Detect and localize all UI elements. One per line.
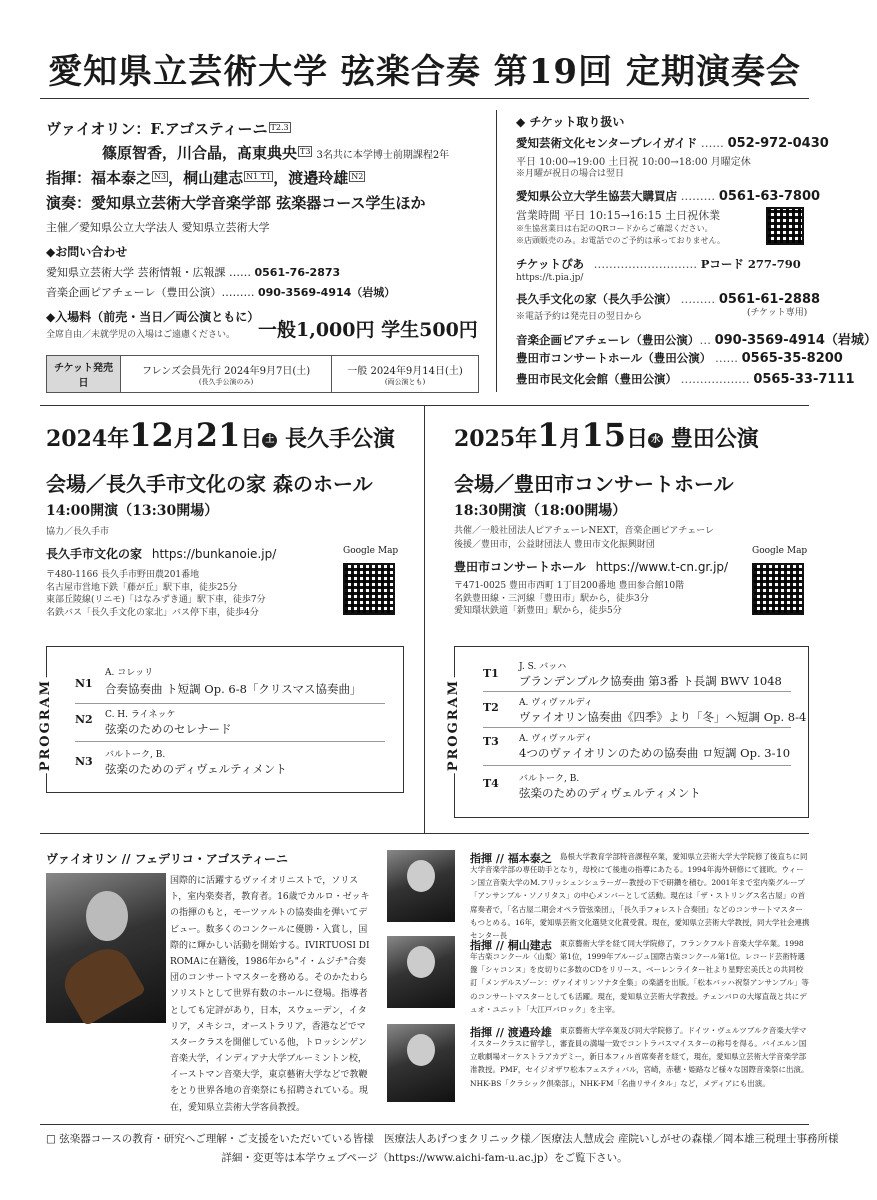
ticket-pia-url[interactable]: https://t.pia.jp/ (516, 273, 584, 283)
bio-fukumoto-heading: 指揮 // 福本泰之 (470, 852, 552, 865)
program-item-composer: A. ヴィヴァルディ (519, 734, 593, 744)
ticket-nagakute-note2: (チケット専用) (747, 308, 808, 318)
ticket-nagakute-note: ※電話予約は発売日の翌日から (516, 312, 643, 322)
program-item-work: 4つのヴァイオリンのための協奏曲 ロ短調 Op. 3-10 (519, 746, 791, 760)
bio-agostini-text-top: 国際的に活躍するヴァイオリニストで，ソリスト，室内楽奏者，教育者。16歳でカルロ・ゼッキの指揮のもと，モーツァルトの協奏曲を弾いてデビュー。数多くのコンクールに優勝・入賞し，国際的に輝かしい活動を開始する。IVIRTUOSI DI ROMAに在籍後，1986年から"イ・ムジチ"合奏団のコンサートマスターを務める。そのかたわらソリストとして世界有数のホールに登場。指導者としても定評があり，日本，スウェーデン，イタリア，メキシコ，オーストラリア，香港などでマスタークラスを開催している他，トロッシンゲン音楽大学，インディアナ大学ブルーミントン校，イーストマン音楽大学，東京藝術大学などで教鞭をとり世界各地の音楽祭にも招聘されている。現在，愛知県立芸術大学客員教授。 (170, 876, 370, 1113)
inquiry-row-piacere: 音楽企画ピアチェーレ（豊田公演）……… 090-3569-4914（岩城） (46, 286, 396, 299)
nagakute-map-label: Google Map (343, 546, 399, 556)
ticket-piacere: 音楽企画ピアチェーレ（豊田公演）… 090-3569-4914（岩城） (516, 333, 877, 348)
program-item-num: T2 (483, 701, 499, 714)
toyota-venue: 会場／豊田市コンサートホール (454, 472, 734, 496)
toyota-time: 18:30開演（18:00開場） (454, 503, 627, 519)
nagakute-venue: 会場／長久手市文化の家 森のホール (46, 472, 373, 496)
nagakute-support: 協力／長久手市 (46, 527, 110, 537)
program-item-composer: A. コレッリ (105, 668, 154, 678)
program-box-toyota (446, 646, 809, 818)
ticket-pia: チケットぴあ ……………………… Pコード 277-790 (516, 257, 801, 271)
bio-kiriyama-heading: 指揮 // 桐山建志 (470, 939, 552, 952)
ticket-toyota-civic: 豊田市民文化会館（豊田公演） ……………… 0565-33-7111 (516, 372, 855, 387)
ticket-sale-general: 一般 2024年9月14日(土) (両公演とも) (332, 356, 479, 393)
program-item-work: 弦楽のためのディヴェルティメント (105, 762, 287, 776)
bio-fukumoto-text: 島根大学教育学部特音課程卒業，愛知県立芸術大学大学院修了後直ちに同大学音楽学部の専任助手となり，母校にて後進の指導にあたる。1994年海外研修にて渡欧。ウィーン国立音楽大学のM.フリッシェンシュラーガー教授の下で研鑽を積む。2001年まで室内楽グループ「アンサンブル・ソノリタス」の中心メンバーとして活動。現在は「ザ・ストリングス名古屋」の首席奏者で，「名古屋二期会オペラ管弦楽団」，「長久手フォレスト合奏団」などのコンサートマスターもつとめる。16年，愛知県芸術文化選奨文化賞受賞。現在，愛知県立芸術大学教授，同大学社会連携センター長 (470, 852, 810, 940)
program-item-work: ヴァイオリン協奏曲《四季》より「冬」ヘ短調 Op. 8-4 (519, 710, 807, 724)
nagakute-date: 2024年12月21日 土 長久手公演 (46, 416, 396, 454)
program-item-num: N2 (75, 713, 93, 726)
ticket-sale-friends: フレンズ会員先行 2024年9月7日(土) (長久手公演のみ) (121, 356, 332, 393)
tickets-heading: ◆ チケット取り扱い (516, 115, 625, 129)
nagakute-map-qr[interactable] (343, 563, 395, 615)
fukumoto-photo (387, 850, 455, 922)
toyota-map-label: Google Map (752, 546, 808, 556)
nagakute-time: 14:00開演（13:30開場） (46, 503, 219, 519)
admission-note: 全席自由／未就学児の入場はご遠慮ください。 (46, 330, 236, 340)
bio-agostini-heading: ヴァイオリン // フェデリコ・アゴスティーニ (46, 852, 289, 866)
ensemble: 演奏：愛知県立芸術大学音楽学部 弦楽器コース学生ほか (46, 194, 426, 212)
program-item-work: 弦楽のためのディヴェルティメント (519, 786, 701, 800)
inquiry-row-university: 愛知県立芸術大学 芸術情報・広報課 …… 0561-76-2873 (46, 266, 341, 279)
footer-divider (40, 1124, 809, 1125)
admission-heading: ◆入場料（前売・当日／両公演ともに） (46, 310, 260, 324)
program-divider (483, 691, 791, 692)
kiriyama-photo (387, 936, 455, 1008)
conductors: 指揮：福本泰之 $^{N3}$ ，桐山建志 $^{N1 T1}$ ，渡邉玲雄 $^{N2}$ (46, 169, 364, 187)
toyota-support2: 後援／豊田市，公益財団法人 豊田市文化振興財団 (454, 540, 655, 550)
program-box-nagakute (38, 646, 404, 793)
toyota-hall-link[interactable]: 豊田市コンサートホール https://www.t-cn.gr.jp/ (454, 560, 729, 574)
toyota-support1: 共催／一般社団法人ピアチェーレNEXT，音楽企画ピアチェーレ (454, 526, 714, 536)
toyota-map-qr[interactable] (752, 563, 804, 615)
toyota-date: 2025年1月15日 水 豊田公演 (454, 416, 759, 454)
program-label: PROGRAM (38, 679, 53, 772)
program-divider (483, 765, 791, 766)
program-item-num: T4 (483, 777, 499, 790)
program-item-composer: A. ヴィヴァルディ (519, 698, 593, 708)
inquiry-heading: ◆お問い合わせ (46, 245, 128, 259)
top-column-divider (496, 110, 497, 392)
bio-watanabe-text: 東京藝術大学卒業及び同大学院修了。ドイツ・ヴュルツブルク音楽大学マイスタークラスに留学し，審査員の満場一致でコントラバスマイスターの称号を得る。バイエルン国立歌劇場オーケストラアカデミー，新日本フィル首席奏者を経て，現在，愛知県立芸術大学音楽学部准教授。PMF，セイジオザワ松本フェスティバル，宮崎，赤穂・姫路など様々な国際音楽祭に出演。NHK-BS「クラシック倶楽部」，NHK-FM「名曲リサイタル」など，メディアにも出演。 (470, 1026, 809, 1088)
bio-watanabe-heading: 指揮 // 渡邉玲雄 (470, 1026, 552, 1039)
nagakute-hall-link[interactable]: 長久手市文化の家 https://bunkanoie.jp/ (46, 547, 277, 561)
program-item-work: 合奏協奏曲 ト短調 Op. 6-8「クリスマス協奏曲」 (105, 682, 362, 696)
violin-others: 篠原智香，川合晶，髙東典央 $^{T3}$ 3名共に本学博士前期課程2年 (102, 144, 450, 162)
program-item-composer: J. S. バッハ (519, 662, 567, 672)
program-label: PROGRAM (446, 679, 461, 772)
program-divider (75, 703, 385, 704)
program-item-num: N3 (75, 755, 93, 768)
footer-thanks: □ 弦楽器コースの教育・研究へご理解・ご支援をいただいている皆様 医療法人あげつまクリニック様／医療法人慧成会 産院いしがせの森様／岡本雄三税理士事務所様 (46, 1133, 839, 1145)
ticket-coop: 愛知県公立大学生協芸大購買店 ……… 0561-63-7800 (516, 189, 821, 204)
toyota-access: 〒471-0025 豊田市西町 1丁目200番地 豊田参合館10階 名鉄豊田線・三河線「豊田市」駅から，徒歩3分 愛知環状鉄道「新豊田」駅から，徒歩5分 (454, 581, 685, 617)
ticket-aichi: 愛知芸術文化センタープレイガイド …… 052-972-0430 (516, 136, 829, 151)
program-item-work: ブランデンブルク協奏曲 第3番 ト長調 BWV 1048 (519, 674, 782, 688)
ticket-toyota-hall: 豊田市コンサートホール（豊田公演） …… 0565-35-8200 (516, 351, 843, 366)
program-divider (483, 727, 791, 728)
title-divider (40, 98, 809, 99)
program-item-composer: バルトーク, B. (519, 774, 580, 784)
page-title: 愛知県立芸術大学 弦楽合奏 第19回 定期演奏会 (48, 52, 801, 92)
section-divider-2 (40, 833, 809, 834)
program-item-composer: バルトーク, B. (105, 750, 166, 760)
ticket-coop-hours: 営業時間 平日 10:15→16:15 土日祝休業 (516, 209, 721, 222)
watanabe-photo (387, 1024, 455, 1102)
footer-details[interactable]: 詳細・変更等は本学ウェブページ（https://www.aichi-fam-u.ac.jp）をご覧下さい。 (221, 1152, 628, 1164)
admission-prices: 一般1,000円 学生500円 (258, 319, 478, 341)
nagakute-access: 〒480-1166 長久手市野田農201番地 名古屋市営地下鉄「藤が丘」駅下車，徒歩25分 東部丘陵線(リニモ)「はなみずき通」駅下車，徒歩7分 名鉄バス「長久手文化の家北」バス停下車，徒歩4分 (46, 570, 266, 618)
ticket-sale-table (46, 355, 479, 393)
bio-kiriyama-text: 東京藝術大学を経て同大学院修了，フランクフルト音楽大学卒業。1998年古楽コンクール〈山梨〉第1位，1999年ブルージュ国際古楽コンクール第1位。レコード芸術特選盤「シャコンヌ」を皮切りに多数のCDをリリース。ベーレンライター社より星野宏美氏との共同校訂「メンデルスゾーン：ヴァイオリンソナタ全集」の楽譜を出版。「松本バッハ祝祭アンサンブル」等のコンサートマスターとしても活躍。現在，愛知県立芸術大学教授。チェンバロの大塚直哉と共にデュオ・ユニット「大江戸バロック」を主宰。 (470, 939, 809, 1014)
host: 主催／愛知県公立大学法人 愛知県立芸術大学 (46, 221, 270, 234)
program-item-num: T3 (483, 735, 499, 748)
program-item-num: N1 (75, 677, 93, 690)
program-item-composer: C. H. ライネッケ (105, 710, 176, 720)
program-item-num: T1 (483, 667, 499, 680)
violin-soloist: ヴァイオリン：F.アゴスティーニ $^{T2.3}$ (46, 120, 289, 138)
ticket-sale-head: チケット発売日 (47, 356, 121, 393)
ticket-coop-note2: ※店頭販売のみ。お電話でのご予約は承っておりません。 (516, 236, 725, 245)
program-item-work: 弦楽のためのセレナード (105, 722, 232, 736)
ticket-aichi-note: ※月曜が祝日の場合は翌日 (516, 169, 625, 179)
coop-qr-code[interactable] (766, 207, 804, 245)
program-divider (75, 741, 385, 742)
concert-column-divider (424, 405, 425, 833)
ticket-aichi-hours: 平日 10:00→19:00 土日祝 10:00→18:00 月曜定休 (516, 157, 751, 168)
agostini-photo (46, 873, 166, 1023)
ticket-nagakute: 長久手文化の家（長久手公演） ……… 0561-61-2888 (516, 292, 821, 307)
ticket-coop-note1: ※生協営業日は右記のQRコードからご確認ください。 (516, 224, 713, 233)
